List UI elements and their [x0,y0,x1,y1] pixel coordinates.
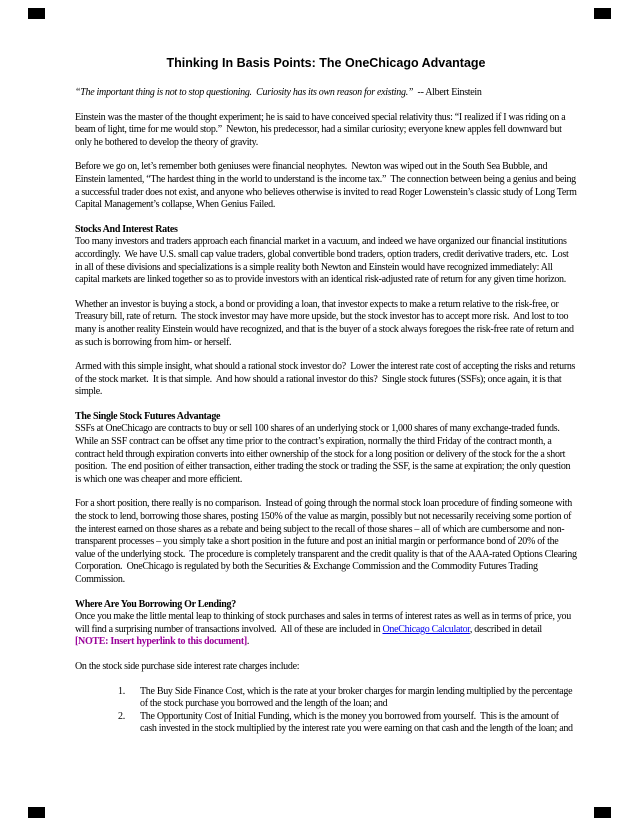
para-mental-leap-period: . [246,636,250,648]
insert-hyperlink-note: [NOTE: Insert hyperlink to this document] [75,636,247,648]
para-mental-leap [75,611,577,649]
onechicago-calculator-link[interactable]: OneChicago Calculator [382,623,470,635]
scan-registration-mark-top-left [28,8,45,19]
list-marker-2: 2. [118,710,125,722]
para-rational-investor: Armed with this simple insight, what should a rational stock investor do? Lower the interest rate cost of accepting the risks and returns of the stock market. It is that simple. And how should a rational investor do this? Single stock futures (SSFs); once again, it is that simple. [75,361,578,398]
list-item-opportunity-cost [75,711,577,736]
para-financial-neophytes: Before we go on, let’s remember both geniuses were financial neophytes. Newton was wiped out in the South Sea Bubble, and Einstein lamented, “The hardest thing in the world to understand is the income tax.” The connection between being a genius and being a successful trader does not exist, and anyone who believes otherwise is invited to read Roger Lowenstein’s classic study of Long Term Capital Management’s collapse, When Genius Failed. [75,161,579,211]
para-mental-leap-text-2: , described in detail [469,623,545,635]
list-marker-1: 1. [118,685,125,697]
list-item-buy-side-finance-cost [75,686,577,711]
epigraph-quote: “The important thing is not to stop questioning. Curiosity has its own reason for existing.” [75,87,414,98]
epigraph [75,87,577,100]
para-markets-in-vacuum: Too many investors and traders approach each financial market in a vacuum, and indeed we have organized our financial institutions accordingly. We have U.S. small cap value traders, global convertible bond traders, option traders, credit derivative traders, etc. Lost in all of these divisions and specializations is a simple reality both Newton and Einstein would have recognized immediately: All capital markets are linked together so as to provide investors with an identical risk-adjusted rate of return for any given time horizon. [75,236,571,286]
heading-where-borrowing-or-lending: Where Are You Borrowing Or Lending? [75,598,236,610]
page-title: Thinking In Basis Points: The OneChicago Advantage [166,56,486,70]
heading-single-stock-futures-advantage: The Single Stock Futures Advantage [75,410,221,422]
scan-registration-mark-bottom-right [594,807,611,818]
para-stock-side-charges-intro: On the stock side purchase side interest rate charges include: [75,660,300,672]
list-item-2-text: The Opportunity Cost of Initial Funding, which is the money you borrowed from yourself. This is the amount of cash invested in the stock multiplied by the interest rate you were earning on that cash and the length of the loan; and [140,710,573,735]
heading-stocks-and-interest-rates: Stocks And Interest Rates [75,223,178,235]
para-short-position: For a short position, there really is no comparison. Instead of going through the normal stock loan procedure of finding someone with the stock to lend, borrowing those shares, posting 150% of the value as margin, possibly but not necessarily receiving some portion of the interest earned on those shares as a rebate and being subject to the recall of those shares – all of which are cumbersome and non-transparent processes – you simply take a short position in the future and post an initial margin or performance bond of 20% of the value of the underlying stock. The procedure is completely transparent and the credit quality is that of the AAA-rated Options Clearing Corporation. OneChicago is regulated by both the Securities & Exchange Commission and the Commodity Futures Trading Commission. [75,498,579,585]
scan-registration-mark-top-right [594,8,611,19]
list-item-1-text: The Buy Side Finance Cost, which is the rate at your broker charges for margin lending multiplied by the percentage of the stock purchase you borrowed and the length of the loan; and [140,685,575,710]
interest-rate-charges-list [75,686,577,736]
para-mental-leap-text: Once you make the little mental leap to thinking of stock purchases and sales in terms of interest rates as well as in terms of price, you will find a surprising number of transactions involved. All of these are included in [75,611,574,635]
scan-registration-mark-bottom-left [28,807,45,818]
para-investor-return: Whether an investor is buying a stock, a bond or providing a loan, that investor expects to make a return relative to the risk-free, or Treasury bill, rate of return. The stock investor may have more upside, but the stock investor has to accept more risk. And lost to too many is another reality Einstein would have recognized, and that is the buyer of a stock always foregoes the risk-free rate of return and as such is borrowing from him- or herself. [75,298,576,348]
para-ssf-contracts: SSFs at OneChicago are contracts to buy or sell 100 shares of an underlying stock or 1,000 shares of many exchange-traded funds. While an SSF contract can be offset any time prior to the contract’s expiration, normally the third Friday of the contract month, a contract held through expiration converts into either ownership of the stock for a long position or delivery of the stock for the a short position. The end position of either transaction, either trading the stock or trading the SSF, is the same at expiration; the only question is which one was cheaper and more efficient. [75,423,573,485]
epigraph-attribution: -- Albert Einstein [413,87,482,98]
para-thought-experiment: Einstein was the master of the thought experiment; he is said to have conceived special relativity thus: “I realized if I was riding on a beam of light, time for me would stop.” Newton, his predecessor, had a similar curiosity; everyone knew apples fell downward but only he bothered to develop the theory of gravity. [75,111,568,148]
